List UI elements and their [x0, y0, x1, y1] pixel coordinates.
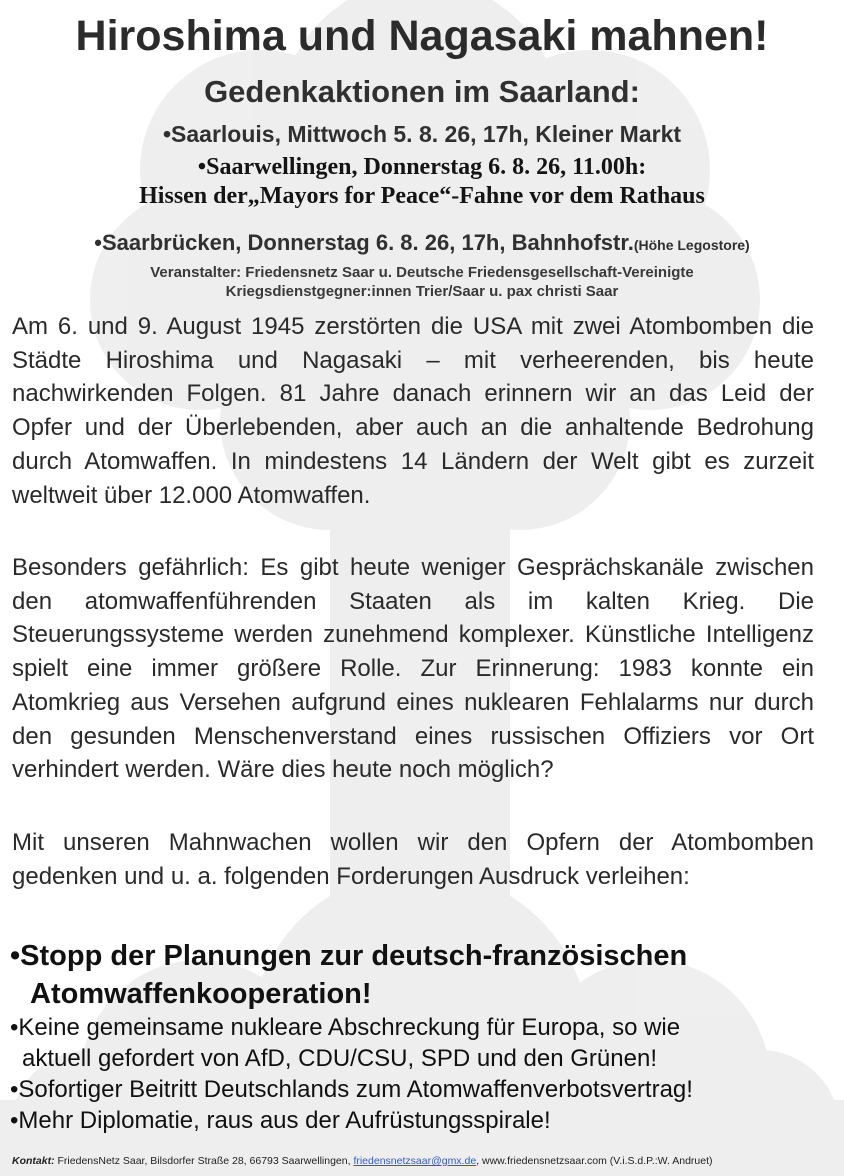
event-saarbruecken-text: •Saarbrücken, Donnerstag 6. 8. 26, 17h, Bahnhofstr.: [94, 230, 634, 255]
contact-label: Kontakt:: [12, 1155, 55, 1167]
demand-deterrence-line1: •Keine gemeinsame nukleare Abschreckung für Europa, so wie: [10, 1014, 681, 1041]
page-subtitle: Gedenkaktionen im Saarland:: [204, 74, 640, 109]
demand-main-line1: •Stopp der Planungen zur deutsch-französischen: [10, 940, 688, 972]
event-saarbruecken-note: (Höhe Legostore): [633, 237, 750, 253]
event-saarwellingen: [0, 153, 844, 211]
paragraph-danger: Besonders gefährlich: Es gibt heute weniger Gesprächskanäle zwischen den atomwaffenführenden Staaten als im kalten Krieg. Die Steuerungssysteme werden zunehmend komplexer. Künstliche Intelligenz spielt eine immer größere Rolle. Zur Erinnerung: 1983 konnte ein Atomkrieg aus Versehen aufgrund eines nuklearen Fehlalarms nur durch den gesunden Menschenverstand eines russischen Offiziers vor Ort verhindert werden. Wäre dies heute noch möglich?: [12, 554, 814, 784]
event-saarwellingen-line1: •Saarwellingen, Donnerstag 6. 8. 26, 11.00h:: [197, 154, 647, 180]
contact-footer: [12, 1155, 832, 1167]
paragraph-history: Am 6. und 9. August 1945 zerstörten die USA mit zwei Atombomben die Städte Hiroshima und Nagasaki – mit verheerenden, bis heute nachwirkenden Folgen. 81 Jahre danach erinnern wir an das Leid der Opfer und der Überlebenden, aber auch an die anhaltende Bedrohung durch Atomwaffen. In mindestens 14 Ländern der Welt gibt es zurzeit weltweit über 12.000 Atomwaffen.: [12, 313, 814, 509]
paragraph-intention: Mit unseren Mahnwachen wollen wir den Opfern der Atombomben gedenken und u. a. folgenden Forderungen Ausdruck verleihen:: [12, 829, 814, 890]
organizers: [40, 263, 804, 301]
demand-list: [10, 1012, 830, 1136]
organizers-line1: Veranstalter: Friedensnetz Saar u. Deutsche Friedensgesellschaft-Vereinigte: [150, 264, 694, 281]
page-title: Hiroshima und Nagasaki mahnen!: [75, 12, 769, 60]
demand-diplomacy: •Mehr Diplomatie, raus aus der Aufrüstungsspirale!: [10, 1107, 551, 1134]
event-saarbruecken: [0, 230, 844, 256]
contact-email-link[interactable]: friedensnetzsaar@gmx.de: [353, 1155, 477, 1167]
organizers-line2: Kriegsdienstgegner:innen Trier/Saar u. pax christi Saar: [225, 283, 619, 300]
demand-ban-treaty: •Sofortiger Beitritt Deutschlands zum Atomwaffenverbotsvertrag!: [10, 1076, 693, 1103]
contact-address: FriedensNetz Saar, Bilsdorfer Straße 28, 66793 Saarwellingen,: [57, 1155, 351, 1167]
demand-main-line2: Atomwaffenkooperation!: [30, 978, 372, 1010]
contact-website: , www.friedensnetzsaar.com (V.i.S.d.P.:W. Andruet): [476, 1155, 713, 1167]
event-saarwellingen-line2: Hissen der„Mayors for Peace“-Fahne vor dem Rathaus: [139, 183, 705, 209]
event-saarlouis: •Saarlouis, Mittwoch 5. 8. 26, 17h, Kleiner Markt: [162, 121, 682, 147]
demand-main: [10, 937, 830, 1013]
demand-deterrence-line2: aktuell gefordert von AfD, CDU/CSU, SPD und den Grünen!: [22, 1045, 657, 1072]
